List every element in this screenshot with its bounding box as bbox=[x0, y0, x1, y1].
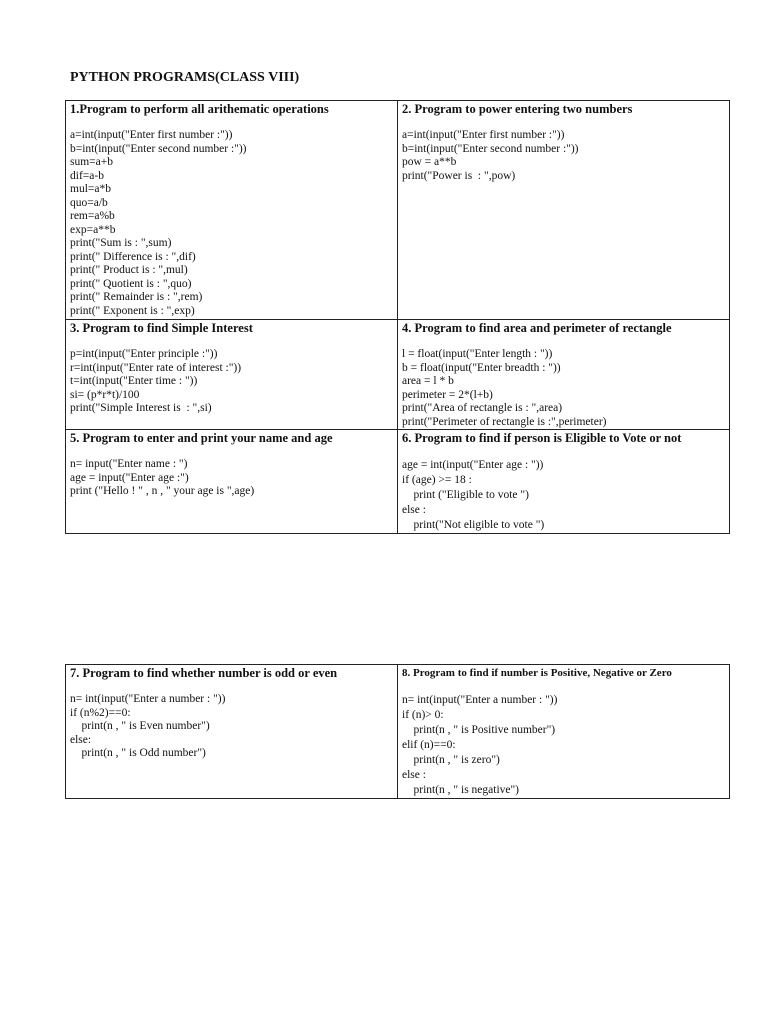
code-line: l = float(input("Enter length : ")) bbox=[402, 348, 553, 360]
program-cell bbox=[66, 430, 398, 534]
code-line: if (age) >= 18 : bbox=[402, 474, 472, 486]
code-line: area = l * b bbox=[402, 375, 454, 387]
code-line: age = int(input("Enter age : ")) bbox=[402, 459, 544, 471]
programs-table-1 bbox=[65, 100, 730, 534]
code-line: sum=a+b bbox=[70, 156, 113, 168]
programs-table-2 bbox=[65, 664, 730, 799]
code-line: t=int(input("Enter time : ")) bbox=[70, 375, 198, 387]
code-line: print("Perimeter of rectangle is :",perimeter) bbox=[402, 415, 607, 428]
code-line: rem=a%b bbox=[70, 210, 115, 222]
code-line: print(" Exponent is : ",exp) bbox=[70, 304, 195, 317]
code-line: print("Not eligible to vote ") bbox=[402, 519, 545, 531]
code-line: print("Simple Interest is : ",si) bbox=[70, 402, 212, 414]
code-line: print(" Difference is : ",dif) bbox=[70, 250, 196, 263]
code-line: elif (n)==0: bbox=[402, 739, 456, 751]
program-title: 1.Program to perform all arithematic operations bbox=[70, 102, 329, 116]
program-cell bbox=[398, 430, 730, 534]
code-line: print ("Eligible to vote ") bbox=[402, 489, 529, 501]
program-cell bbox=[398, 665, 730, 799]
code-line: b=int(input("Enter second number :")) bbox=[70, 142, 247, 155]
code-line: quo=a/b bbox=[70, 196, 108, 209]
code-line: a=int(input("Enter first number :")) bbox=[402, 129, 565, 141]
code-line: n= input("Enter name : ") bbox=[70, 458, 188, 470]
code-line: print("Power is : ",pow) bbox=[402, 169, 516, 182]
program-title: 4. Program to find area and perimeter of rectangle bbox=[402, 321, 672, 335]
code-line: else: bbox=[70, 733, 92, 746]
code-line: mul=a*b bbox=[70, 183, 111, 195]
code-line: print("Sum is : ",sum) bbox=[70, 237, 172, 249]
code-line: n= int(input("Enter a number : ")) bbox=[402, 694, 558, 706]
code-line: print("Area of rectangle is : ",area) bbox=[402, 402, 563, 414]
code-line: p=int(input("Enter principle :")) bbox=[70, 348, 218, 360]
code-line: print(n , " is Positive number") bbox=[402, 724, 556, 736]
code-line: print ("Hello ! " , n , " your age is ",age) bbox=[70, 485, 255, 497]
code-line: print(n , " is zero") bbox=[402, 754, 500, 766]
code-line: r=int(input("Enter rate of interest :")) bbox=[70, 361, 242, 374]
program-title: 5. Program to enter and print your name and age bbox=[70, 431, 333, 445]
code-line: print(" Remainder is : ",rem) bbox=[70, 291, 203, 303]
code-line: exp=a**b bbox=[70, 223, 116, 236]
code-line: a=int(input("Enter first number :")) bbox=[70, 129, 233, 141]
program-title: 8. Program to find if number is Positive, Negative or Zero bbox=[402, 667, 672, 679]
code-line: age = input("Enter age :") bbox=[70, 471, 189, 484]
program-cell bbox=[66, 101, 398, 320]
code-line: si= (p*r*t)/100 bbox=[70, 388, 140, 401]
code-line: print(" Quotient is : ",quo) bbox=[70, 277, 192, 290]
code-line: if (n)> 0: bbox=[402, 709, 444, 721]
page-title: PYTHON PROGRAMS(CLASS VIII) bbox=[70, 70, 300, 85]
program-title: 6. Program to find if person is Eligible to Vote or not bbox=[402, 431, 682, 445]
code-line: if (n%2)==0: bbox=[70, 706, 131, 719]
code-line: dif=a-b bbox=[70, 169, 104, 182]
program-cell bbox=[398, 101, 730, 320]
code-line: n= int(input("Enter a number : ")) bbox=[70, 693, 226, 705]
code-line: else : bbox=[402, 504, 426, 516]
code-line: print(" Product is : ",mul) bbox=[70, 264, 188, 276]
code-line: pow = a**b bbox=[402, 156, 457, 168]
program-cell bbox=[66, 320, 398, 430]
program-cell bbox=[398, 320, 730, 430]
program-title: 2. Program to power entering two numbers bbox=[402, 102, 633, 116]
code-line: else : bbox=[402, 769, 426, 781]
code-line: print(n , " is Odd number") bbox=[70, 747, 206, 759]
code-line: b = float(input("Enter breadth : ")) bbox=[402, 361, 561, 374]
code-line: print(n , " is Even number") bbox=[70, 720, 210, 732]
code-line: print(n , " is negative") bbox=[402, 784, 520, 796]
program-title: 3. Program to find Simple Interest bbox=[70, 321, 253, 335]
code-line: perimeter = 2*(l+b) bbox=[402, 388, 493, 401]
code-line: b=int(input("Enter second number :")) bbox=[402, 142, 579, 155]
program-title: 7. Program to find whether number is odd or even bbox=[70, 666, 338, 680]
program-cell bbox=[66, 665, 398, 799]
